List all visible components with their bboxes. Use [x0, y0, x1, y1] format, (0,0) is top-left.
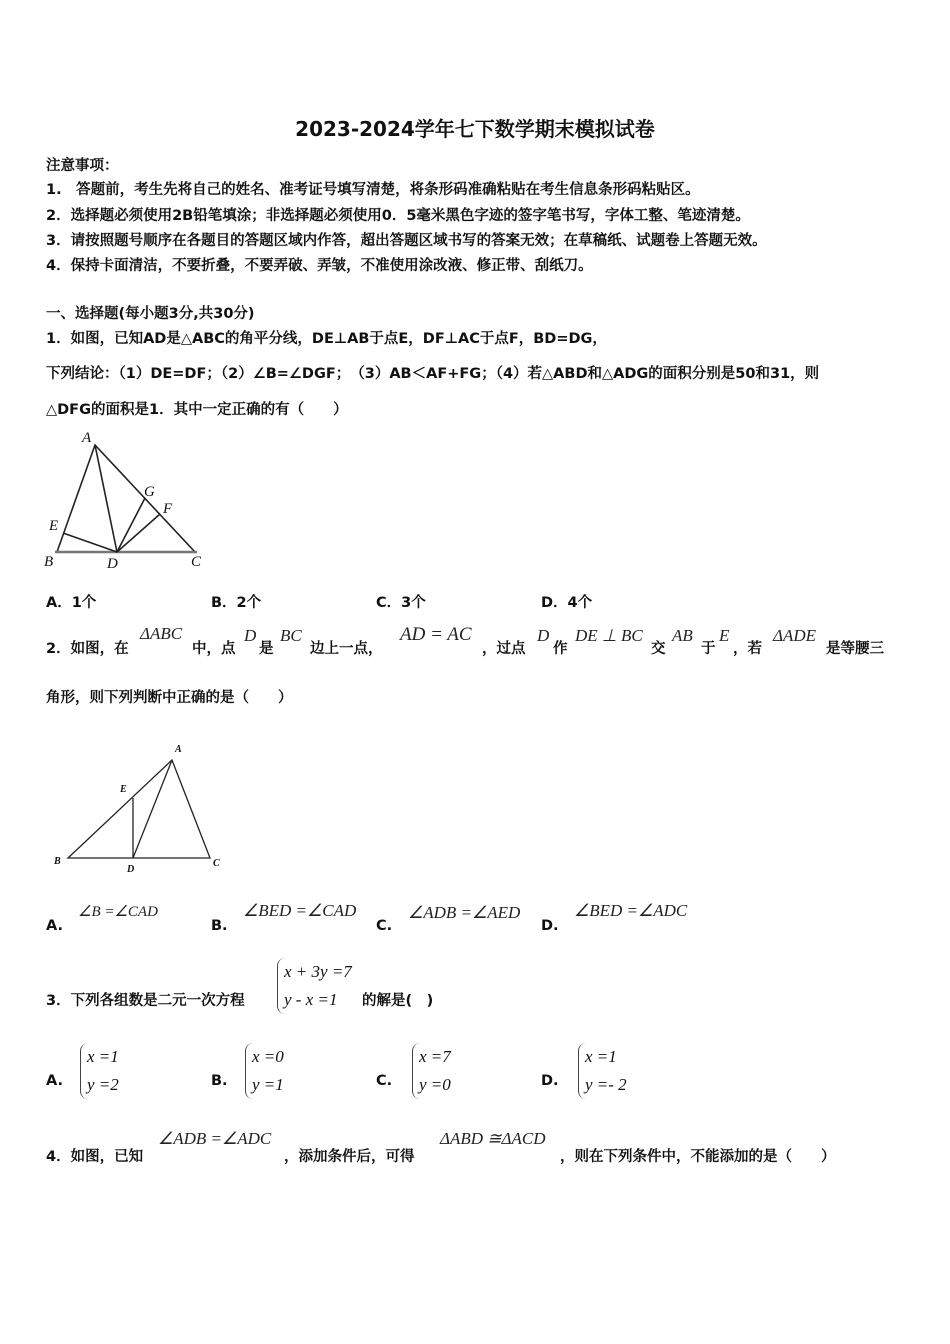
label-e: E [120, 784, 127, 795]
notice-item: 3．请按照题号顺序在各题目的答题区域内作答，超出答题区域书写的答案无效；在草稿纸、试题卷上答题无效。 [46, 233, 767, 249]
option-c-letter: C. [376, 1073, 393, 1089]
label-a: A [82, 430, 92, 446]
text: ，添加条件后，可得 [284, 1149, 415, 1165]
option-a-letter: A. [46, 918, 63, 934]
figure-q2 [68, 760, 210, 858]
equation: y - x =1 [284, 990, 338, 1009]
label-f: F [163, 501, 173, 517]
text: 是等腰三 [826, 641, 884, 657]
math: ΔADE [773, 626, 817, 645]
option-c: C．3个 [376, 595, 426, 611]
notice-item: 4．保持卡面清洁，不要折叠，不要弄破、弄皱，不准使用涂改液、修正带、刮纸刀。 [46, 258, 593, 274]
equation: y =2 [87, 1075, 119, 1094]
label-d: D [107, 556, 118, 572]
option-a-letter: A. [46, 1073, 63, 1089]
text: ，过点 [482, 641, 526, 657]
equation: y =0 [419, 1075, 451, 1094]
option-a: A．1个 [46, 595, 97, 611]
question-3-text: 3．下列各组数是二元一次方程 [46, 993, 245, 1009]
math: ΔABD ≅ΔACD [440, 1129, 546, 1148]
page-title: 2023-2024学年七下数学期末模拟试卷 [295, 117, 655, 141]
equation: x =1 [87, 1047, 119, 1066]
section-heading: 一、选择题(每小题3分,共30分) [46, 306, 255, 322]
math: D [537, 626, 550, 645]
text: 于 [701, 641, 716, 657]
text: 中，点 [192, 641, 236, 657]
option-d-expr: ∠BED =∠ADC [574, 901, 688, 920]
question-3-text: 的解是( ) [362, 993, 434, 1009]
label-a: A [175, 744, 182, 755]
label-g: G [144, 484, 155, 500]
equation-system [277, 958, 352, 1014]
option-b-system [245, 1043, 284, 1099]
notice-heading: 注意事项： [46, 158, 119, 174]
option-b-letter: B. [211, 1073, 228, 1089]
option-c-system [412, 1043, 451, 1099]
equation: x + 3y =7 [284, 962, 352, 981]
question-1-text: 下列结论：（1）DE=DF；（2）∠B=∠DGF； （3）AB＜AF+FG；（4）若△ABD和△ADG的面积分别是50和31，则 [46, 366, 820, 382]
option-b-expr: ∠BED =∠CAD [243, 901, 357, 920]
option-d-letter: D. [541, 918, 559, 934]
text: ，则在下列条件中，不能添加的是（ ） [560, 1149, 836, 1165]
option-b-letter: B. [211, 918, 228, 934]
figure-q1 [55, 445, 197, 552]
text: 2．如图，在 [46, 641, 129, 657]
text: 作 [553, 641, 568, 657]
question-1-text: △DFG的面积是1．其中一定正确的有（ ） [46, 402, 348, 418]
label-c: C [213, 858, 220, 869]
option-d-letter: D. [541, 1073, 559, 1089]
option-b: B．2个 [211, 595, 262, 611]
math: ∠ADB =∠ADC [158, 1129, 272, 1148]
label-c: C [191, 554, 202, 570]
label-b: B [44, 554, 54, 570]
option-c-letter: C. [376, 918, 393, 934]
equation: y =- 2 [585, 1075, 627, 1094]
option-c-expr: ∠ADB =∠AED [408, 903, 521, 922]
text: 4．如图，已知 [46, 1149, 144, 1165]
option-a-system [80, 1043, 119, 1099]
question-1-text: 1．如图，已知AD是△ABC的角平分线，DE⊥AB于点E，DF⊥AC于点F，BD=DG， [46, 331, 607, 347]
notice-item: 1. 答题前，考生先将自己的姓名、准考证号填写清楚，将条形码准确粘贴在考生信息条形码粘贴区。 [46, 182, 700, 198]
label-d: D [127, 864, 135, 875]
math: AB [672, 626, 693, 645]
option-d: D．4个 [541, 595, 593, 611]
label-b: B [54, 856, 61, 867]
label-e: E [49, 518, 59, 534]
option-a-expr: ∠B =∠CAD [78, 904, 158, 920]
math: AD = AC [400, 624, 472, 645]
text: 是 [259, 641, 274, 657]
math: E [719, 626, 730, 645]
math: D [244, 626, 257, 645]
equation: y =1 [252, 1075, 284, 1094]
math: DE ⊥ BC [575, 626, 643, 645]
equation: x =1 [585, 1047, 617, 1066]
text: 边上一点， [310, 641, 383, 657]
equation: x =7 [419, 1047, 451, 1066]
notice-item: 2．选择题必须使用2B铅笔填涂；非选择题必须使用0．5毫米黑色字迹的签字笔书写，字体工整、笔迹清楚。 [46, 208, 750, 224]
text: 交 [651, 641, 666, 657]
equation: x =0 [252, 1047, 284, 1066]
text: ，若 [733, 641, 762, 657]
option-d-system [578, 1043, 627, 1099]
math: BC [280, 626, 302, 645]
question-2-text: 角形，则下列判断中正确的是（ ） [46, 690, 293, 706]
math: ΔABC [140, 624, 183, 643]
